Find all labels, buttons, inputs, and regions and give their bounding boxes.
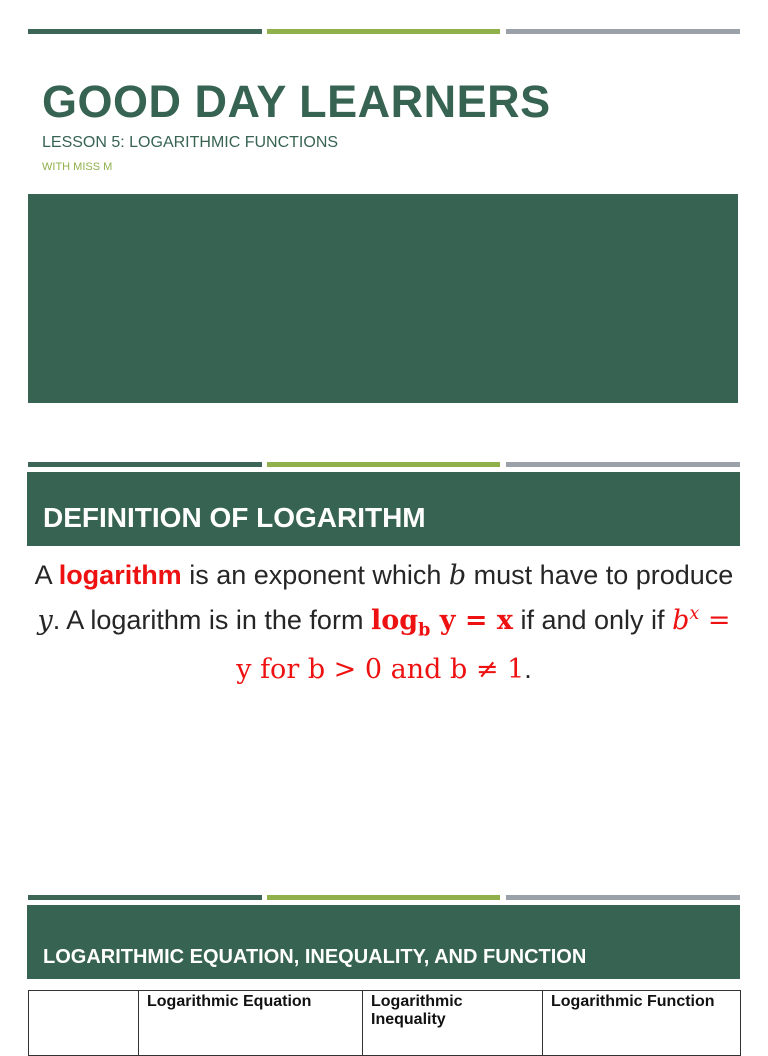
text-run: for <box>251 654 308 686</box>
exp-rest: = y <box>236 605 731 686</box>
text-run: and <box>382 654 450 686</box>
definition-header: DEFINITION OF LOGARITHM <box>27 472 740 546</box>
log-operator: log <box>370 605 419 636</box>
log-form-rest: y = x <box>430 605 513 636</box>
divider-bar-dark <box>28 462 262 467</box>
table-header-row <box>29 991 741 1056</box>
divider-bar-gray <box>506 29 740 34</box>
text-run: A <box>34 560 59 590</box>
log-base: b <box>418 620 431 641</box>
text-run: . <box>524 654 532 685</box>
divider-bar-gray <box>506 895 740 900</box>
divider-bar-light <box>267 29 500 34</box>
base-positive-condition: b > 0 <box>307 654 383 686</box>
divider-bar-dark <box>28 895 262 900</box>
divider-bar-light <box>267 462 500 467</box>
divider-bars <box>28 895 740 900</box>
teacher-caption: WITH MISS M <box>42 161 113 173</box>
slide-title: GOOD DAY LEARNERS <box>42 76 551 127</box>
text-run: must have to produce <box>466 560 734 590</box>
text-run: . A logarithm is in the form <box>52 605 371 635</box>
text-run: if and only if <box>512 605 673 635</box>
base-not-one-condition: b ≠ 1 <box>450 654 525 686</box>
slide-subtitle: LESSON 5: LOGARITHMIC FUNCTIONS <box>42 134 339 151</box>
divider-bar-gray <box>506 462 740 467</box>
math-variable-y: y <box>37 605 53 636</box>
text-run: is an exponent which <box>181 560 449 590</box>
table-header-cell: Logarithmic Equation <box>139 991 363 1056</box>
divider-bars <box>28 462 740 467</box>
table-header-cell <box>29 991 139 1056</box>
divider-bar-dark <box>28 29 262 34</box>
math-variable-b: b <box>448 560 467 591</box>
divider-bars <box>28 29 740 34</box>
definition-text <box>30 556 738 689</box>
comparison-table <box>28 990 741 1056</box>
exp-base: b <box>672 605 690 636</box>
table-header-cell: Logarithmic Function <box>543 991 741 1056</box>
table-header-cell: Logarithmic Inequality <box>363 991 543 1056</box>
title-panel <box>28 194 738 403</box>
log-form-expression <box>370 605 513 641</box>
term-logarithm: logarithm <box>58 560 182 590</box>
divider-bar-light <box>267 895 500 900</box>
exp-power: x <box>689 604 700 624</box>
section-header: LOGARITHMIC EQUATION, INEQUALITY, AND FUNCTION <box>27 905 740 979</box>
